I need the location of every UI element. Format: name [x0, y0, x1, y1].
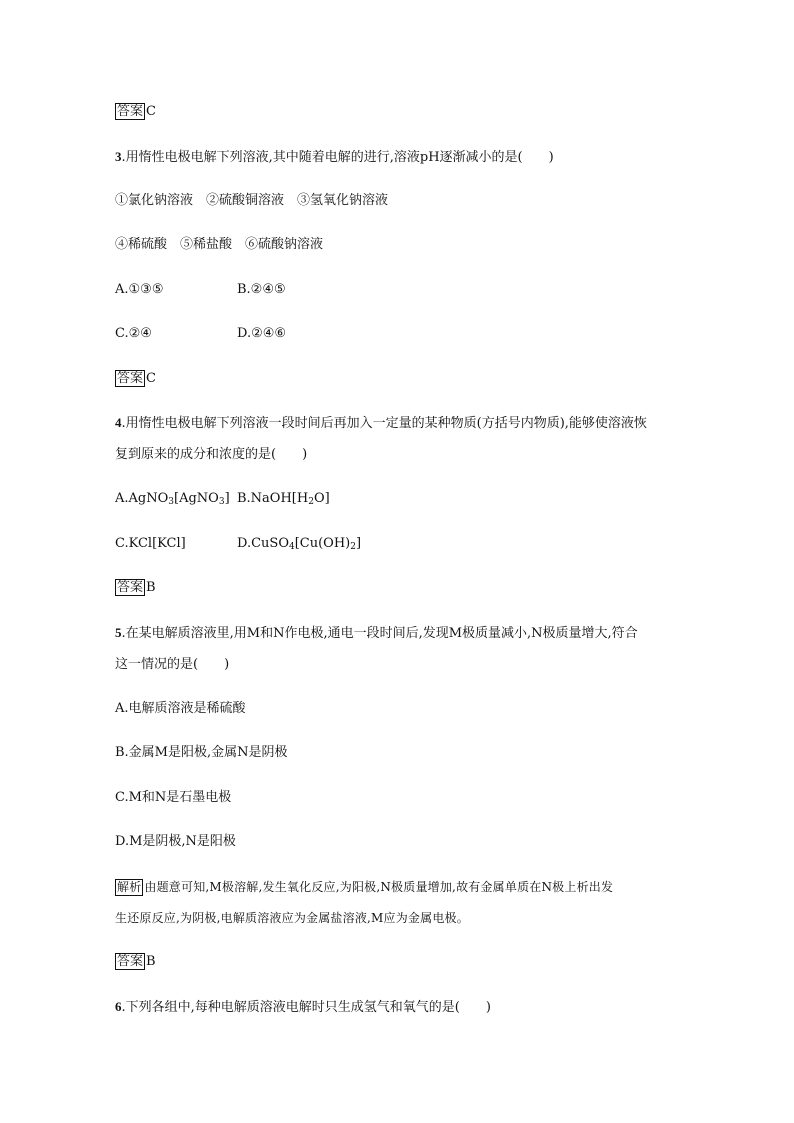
answer-row-q3	[115, 370, 156, 388]
option-a: A.电解质溶液是稀硫酸	[115, 701, 246, 716]
answer-value: C	[146, 104, 156, 119]
question-text: .下列各组中,每种电解质溶液电解时只生成氢气和氧气的是( )	[121, 1000, 491, 1015]
question-text: .用惰性电极电解下列溶液,其中随着电解的进行,溶液pH逐渐减小的是( )	[121, 150, 554, 165]
answer-row-q2	[115, 103, 156, 121]
option-d: D.②④⑥	[237, 326, 287, 341]
explain-label: 解析	[117, 880, 142, 894]
answer-label: 答案	[117, 104, 144, 119]
question-number: 6	[115, 999, 122, 1014]
explanation-line-2: 生还原反应,为阴极,电解质溶液应为金属盐溶液,M应为金属电极。	[115, 911, 469, 925]
question-5-stem-1	[115, 624, 638, 643]
question-3-items-1: ①氯化钠溶液 ②硫酸铜溶液 ③氢氧化钠溶液	[115, 193, 389, 208]
answer-label: 答案	[117, 954, 144, 969]
question-3-stem	[115, 148, 554, 167]
option-a: A.AgNO$_3$[AgNO$_3$]	[115, 491, 230, 507]
option-c: C.②④	[115, 326, 152, 341]
option-a: A.①③⑤	[115, 282, 164, 297]
answer-label: 答案	[117, 371, 144, 386]
question-3-items-2: ④稀硫酸 ⑤稀盐酸 ⑥硫酸钠溶液	[115, 237, 324, 252]
question-4-stem-2: 复到原来的成分和浓度的是( )	[115, 447, 308, 462]
explanation-text: 由题意可知,M极溶解,发生氧化反应,为阳极,N极质量增加,故有金属单质在N极上析出发	[144, 880, 614, 894]
option-b: B.②④⑤	[237, 282, 286, 297]
option-b: B.金属M是阳极,金属N是阴极	[115, 745, 288, 760]
question-4-stem-1	[115, 414, 647, 433]
explanation-line-1	[115, 878, 613, 896]
option-b: $B.NaOH[H_2O]$	[237, 491, 330, 507]
option-d: $D.CuSO_4[Cu(OH)_2]$	[237, 536, 362, 552]
question-number: 4	[115, 415, 122, 430]
answer-value: C	[146, 371, 156, 386]
answer-row-q4	[115, 579, 156, 597]
option-c: C.KCl[KCl]	[115, 536, 186, 551]
answer-value: B	[146, 580, 156, 595]
question-5-stem-2: 这一情况的是( )	[115, 657, 230, 672]
answer-value: B	[146, 954, 156, 969]
answer-label: 答案	[117, 580, 144, 595]
question-number: 5	[115, 625, 122, 640]
question-text: .在某电解质溶液里,用M和N作电极,通电一段时间后,发现M极质量减小,N极质量增大,符合	[121, 626, 638, 641]
option-d: D.M是阴极,N是阳极	[115, 834, 236, 849]
answer-row-q5	[115, 953, 156, 971]
question-text: .用惰性电极电解下列溶液一段时间后再加入一定量的某种物质(方括号内物质),能够使溶液恢	[121, 416, 647, 431]
question-6-stem	[115, 998, 491, 1017]
question-number: 3	[115, 149, 122, 164]
option-c: C.M和N是石墨电极	[115, 790, 232, 805]
